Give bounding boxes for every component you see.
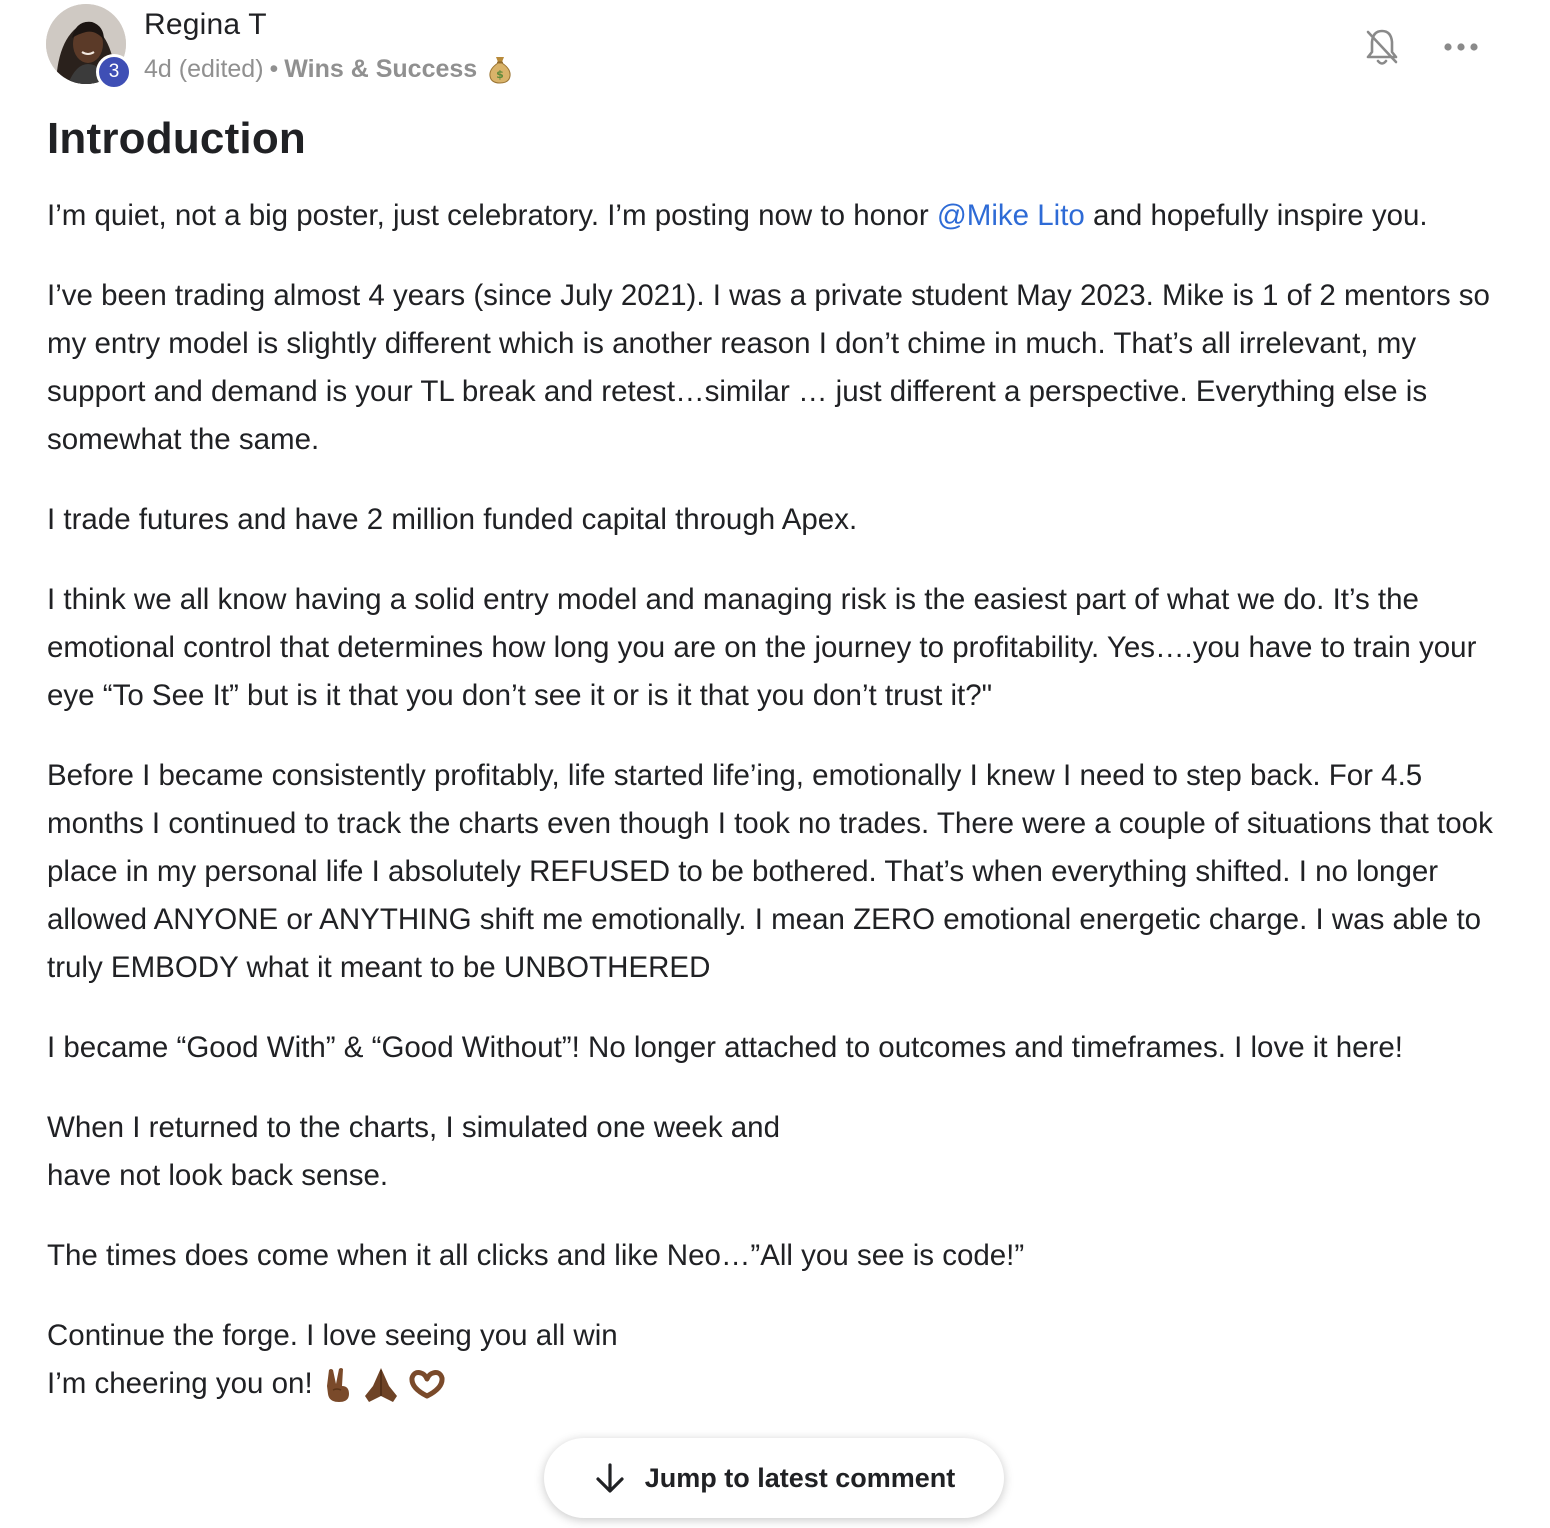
mention-link[interactable]: @Mike Lito <box>936 199 1085 232</box>
post-meta <box>144 54 513 84</box>
post-paragraph: I became “Good With” & “Good Without”! No longer attached to outcomes and timeframes. I love it here! <box>47 1031 1403 1064</box>
bell-off-icon[interactable] <box>1362 26 1402 68</box>
post-paragraph: I trade futures and have 2 million funded capital through Apex. <box>47 503 858 536</box>
jump-to-latest-comment-button[interactable] <box>544 1438 1004 1518</box>
post-body <box>47 192 1497 1440</box>
paragraph-text: and hopefully inspire you. <box>1084 199 1428 232</box>
author-avatar-wrap[interactable] <box>46 4 128 86</box>
paragraph-text: I’m cheering you on! <box>47 1367 313 1400</box>
post-paragraph <box>47 192 1497 240</box>
folded-hands-icon <box>359 1366 403 1404</box>
category-link[interactable]: Wins & Success <box>284 54 478 83</box>
post-paragraph: Before I became consistently profitably, life started life’ing, emotionally I knew I need to step back. For 4.5 months I continued to track the charts even though I took no trades. There were a couple of situations that took place in my personal life I absolutely REFUSED to be bothered. That’s when everything shifted. I no longer allowed ANYONE or ANYTHING shift me emotionally. I mean ZERO emotional energetic charge. I was able to truly EMBODY what it meant to be UNBOTHERED <box>47 759 1493 984</box>
paragraph-line: When I returned to the charts, I simulated one week and <box>47 1111 780 1144</box>
post-title: Introduction <box>47 114 307 163</box>
jump-button-label: Jump to latest comment <box>644 1462 956 1493</box>
paragraph-line-with-emoji <box>47 1360 1497 1408</box>
money-bag-icon <box>487 54 513 84</box>
paragraph-line: Continue the forge. I love seeing you all win <box>47 1319 618 1352</box>
post-paragraph: I think we all know having a solid entry model and managing risk is the easiest part of what we do. It’s the emotional control that determines how long you are on the journey to profitability. Yes….you have to train your eye “To See It” but is it that you don’t see it or is it that you don’t trust it?" <box>47 583 1477 712</box>
post-paragraph: The times does come when it all clicks and like Neo…”All you see is code!” <box>47 1239 1025 1272</box>
author-name[interactable]: Regina T <box>144 8 267 41</box>
emoji-row <box>321 1366 447 1404</box>
post-paragraph <box>47 1104 1497 1200</box>
paragraph-text: I’m quiet, not a big poster, just celebratory. I’m posting now to honor <box>47 199 937 232</box>
victory-hand-icon <box>321 1366 355 1404</box>
more-options-icon[interactable] <box>1442 38 1480 56</box>
post-paragraph: I’ve been trading almost 4 years (since July 2021). I was a private student May 2023. Mike is 1 of 2 mentors so my entry model is slightly different which is another reason I don’t chime in much. That’s all irrelevant, my support and demand is your TL break and retest…similar … just different a perspective. Everything else is somewhat the same. <box>47 279 1490 456</box>
paragraph-line: have not look back sense. <box>47 1159 389 1192</box>
svg-text:$: $ <box>496 68 505 81</box>
heart-hands-icon <box>407 1366 447 1404</box>
level-badge: 3 <box>96 54 132 90</box>
meta-separator: • <box>269 54 279 83</box>
post-paragraph <box>47 1312 1497 1408</box>
arrow-down-icon <box>593 1461 627 1495</box>
post-time: 4d (edited) <box>144 54 264 83</box>
